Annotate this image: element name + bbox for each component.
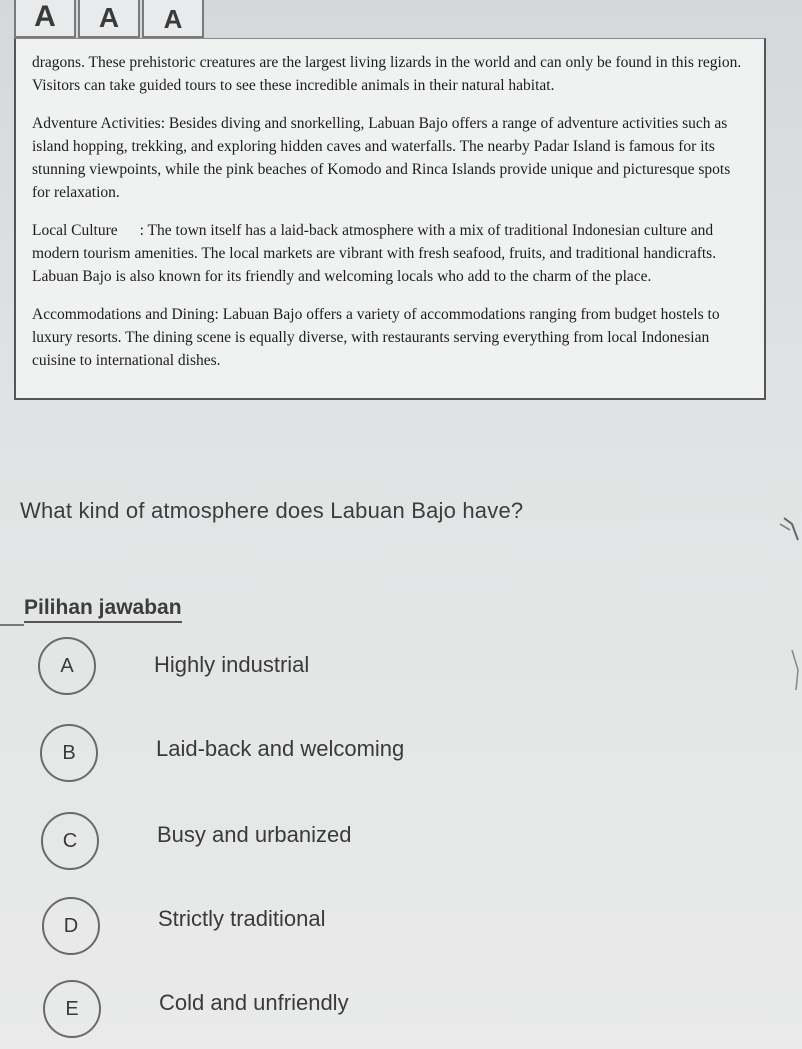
font-size-large-button[interactable]: A <box>142 0 204 38</box>
local-culture-text: : The town itself has a laid-back atmosphere with a mix of traditional Indonesian culture and modern tourism amenities. The local markets are vibrant with fresh seafood, fruits, and traditional handicrafts. Labuan Bajo is also known for its friendly and welcoming locals who add to the charm of the place. <box>32 222 717 285</box>
question-text: What kind of atmosphere does Labuan Bajo have? <box>20 498 524 523</box>
font-size-small-button[interactable]: A <box>14 0 76 38</box>
option-a-circle[interactable]: A <box>38 637 96 695</box>
option-c-circle[interactable]: C <box>41 812 99 870</box>
option-a-text[interactable]: Highly industrial <box>154 652 310 677</box>
passage-paragraph-2: Adventure Activities: Besides diving and snorkelling, Labuan Bajo offers a range of adventure activities such as island hopping, trekking, and exploring hidden caves and waterfalls. The nearby Padar Island is famous for its stunning viewpoints, while the pink beaches of Komodo and Rinca Islands provide unique and picturesque spots for relaxation. <box>32 115 731 201</box>
option-b-text[interactable]: Laid-back and welcoming <box>156 736 405 761</box>
answer-choices-heading: Pilihan jawaban <box>24 596 182 623</box>
answer-option-a[interactable] <box>38 637 310 695</box>
answer-option-e[interactable] <box>43 980 349 1038</box>
local-culture-label: Local Culture <box>32 222 118 239</box>
answer-option-d[interactable] <box>42 897 326 955</box>
option-c-text[interactable]: Busy and urbanized <box>157 822 352 847</box>
option-e-circle[interactable]: E <box>43 980 101 1038</box>
passage-paragraph-1: dragons. These prehistoric creatures are the largest living lizards in the world and can only be found in this region. Visitors can take guided tours to see these incredible animals in their natural habitat. <box>32 54 742 94</box>
passage-paragraph-3 <box>32 219 750 288</box>
option-d-text[interactable]: Strictly traditional <box>158 906 326 931</box>
heading-divider <box>0 624 24 626</box>
answer-option-b[interactable] <box>40 724 405 782</box>
reading-passage <box>14 38 766 400</box>
passage-paragraph-4: Accommodations and Dining: Labuan Bajo offers a variety of accommodations ranging from budget hostels to luxury resorts. The dining scene is equally diverse, with restaurants serving everything from local Indonesian cuisine to international dishes. <box>32 306 720 369</box>
screen-edge-decoration-icon <box>762 500 802 700</box>
font-size-medium-button[interactable]: A <box>78 0 140 38</box>
option-d-circle[interactable]: D <box>42 897 100 955</box>
font-size-controls <box>14 0 204 40</box>
option-b-circle[interactable]: B <box>40 724 98 782</box>
option-e-text[interactable]: Cold and unfriendly <box>159 990 349 1015</box>
answer-option-c[interactable] <box>41 812 352 870</box>
